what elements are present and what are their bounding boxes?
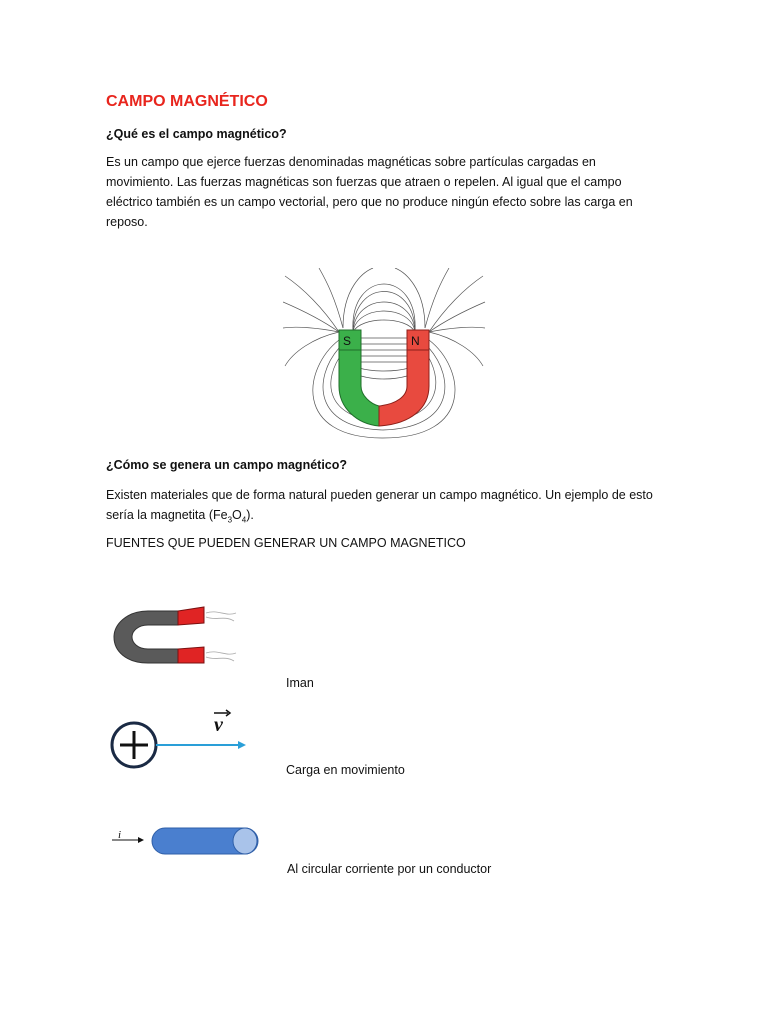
paragraph-magnetite-text: Existen materiales que de forma natural pueden generar un campo magnético. Un ejemplo de esto sería la magnetita (Fe bbox=[106, 488, 653, 522]
north-pole-label: N bbox=[411, 334, 420, 348]
subscript-4: 4 bbox=[241, 515, 247, 525]
horseshoe-magnet-icon bbox=[108, 595, 240, 675]
current-symbol: i bbox=[118, 829, 122, 841]
sources-heading: FUENTES QUE PUEDEN GENERAR UN CAMPO MAGNETICO bbox=[106, 536, 466, 550]
moving-charge-icon bbox=[110, 705, 250, 769]
source-label-conductor: Al circular corriente por un conductor bbox=[287, 862, 492, 876]
source-label-carga: Carga en movimiento bbox=[286, 763, 405, 777]
source-label-iman: Iman bbox=[286, 676, 314, 690]
paragraph-magnetite bbox=[106, 485, 666, 531]
south-pole-label: S bbox=[343, 334, 352, 348]
paragraph-magnetite-o: O bbox=[232, 508, 242, 522]
subscript-3: 3 bbox=[227, 515, 233, 525]
magnet-field-figure bbox=[283, 268, 505, 446]
velocity-symbol: v bbox=[214, 714, 223, 736]
question-how-generate: ¿Cómo se genera un campo magnético? bbox=[106, 458, 348, 472]
page-title: CAMPO MAGNÉTICO bbox=[106, 93, 268, 110]
paragraph-magnetite-end: ). bbox=[246, 508, 254, 522]
question-what-is: ¿Qué es el campo magnético? bbox=[106, 127, 287, 141]
paragraph-definition: Es un campo que ejerce fuerzas denominadas magnéticas sobre partículas cargadas en movimiento. Las fuerzas magnéticas son fuerzas que atraen o repelen. Al igual que el campo eléctrico también es un campo vectorial, pero que no produce ningún efecto sobre las carga en reposo. bbox=[106, 155, 633, 229]
conductor-current-icon bbox=[110, 820, 266, 864]
